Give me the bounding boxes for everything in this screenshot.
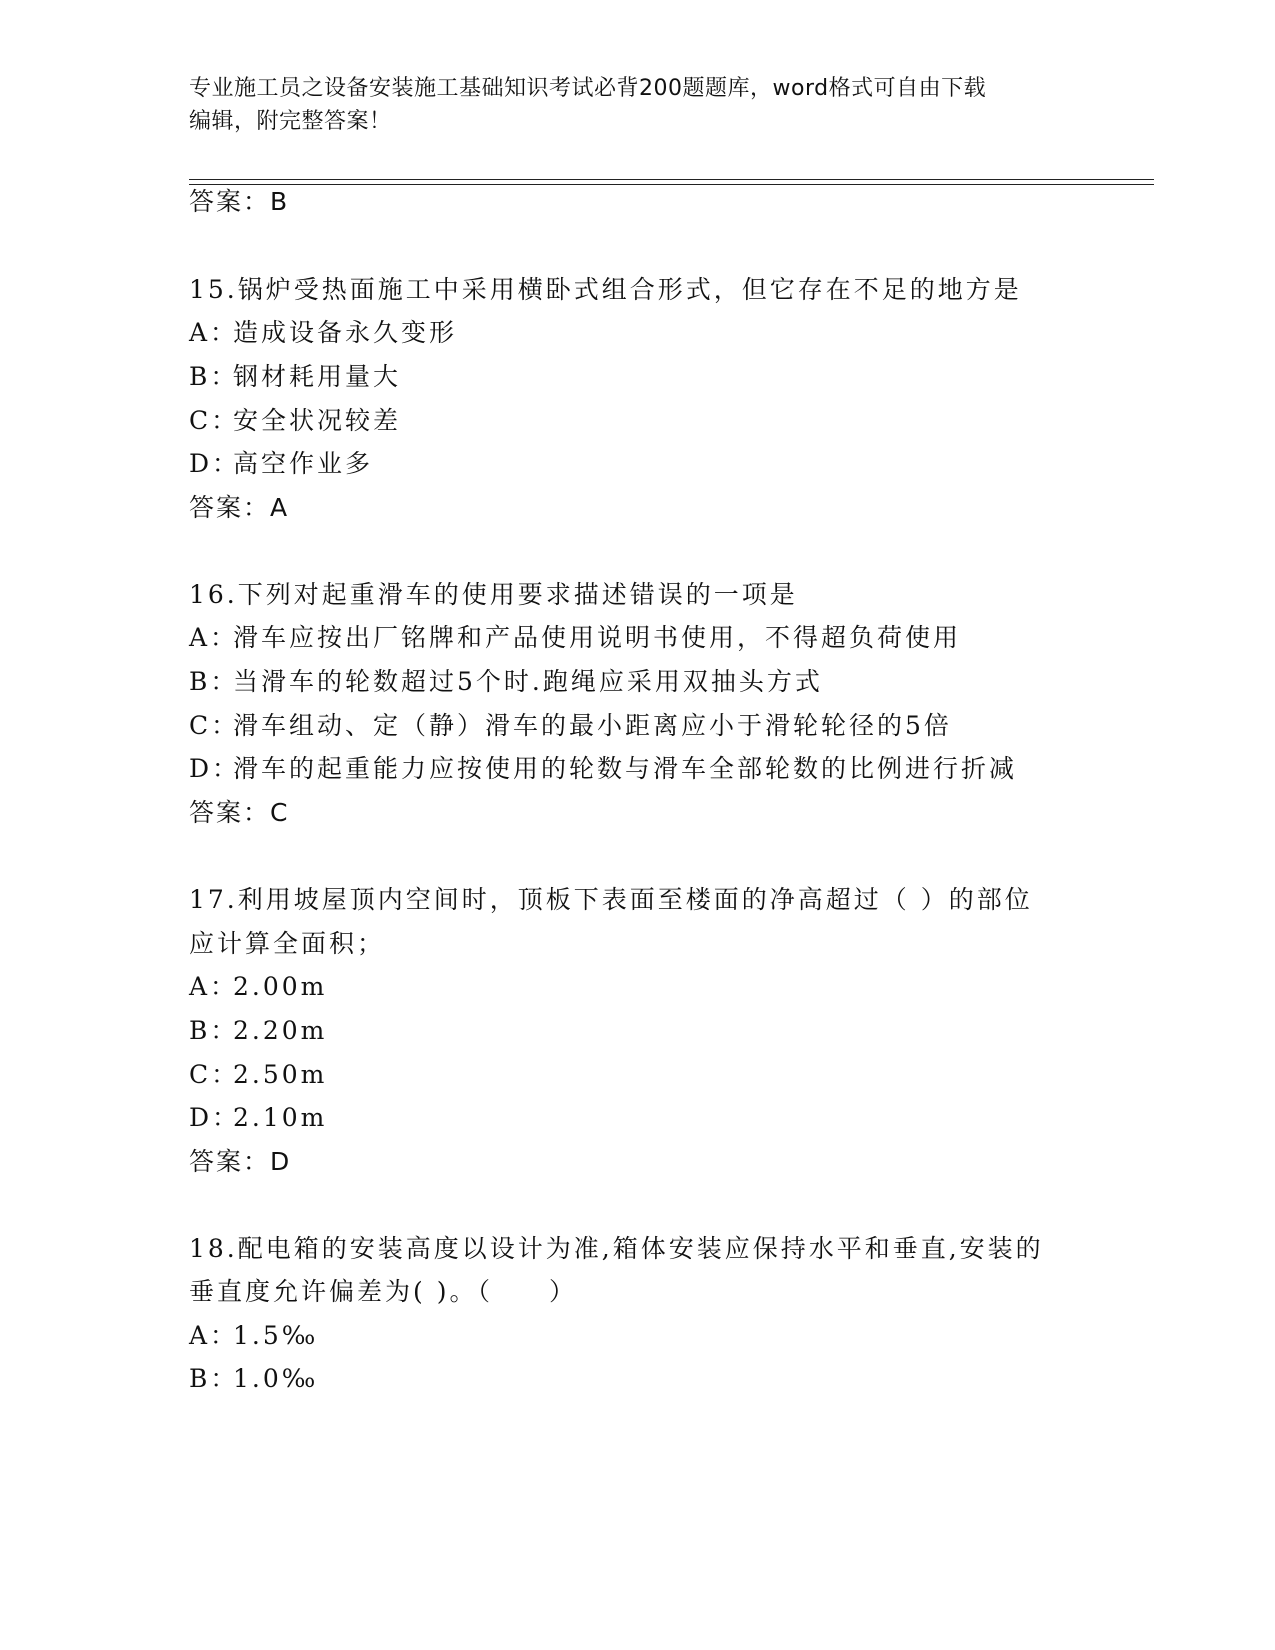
answer-15	[189, 491, 288, 525]
answer-value: D	[270, 1147, 291, 1176]
question-18-text-line-1: 18.配电箱的安装高度以设计为准,箱体安装应保持水平和垂直,安装的	[189, 1234, 1044, 1263]
option-text: 当滑车的轮数超过5个时.跑绳应采用双抽头方式	[233, 667, 823, 696]
option-key: B：	[189, 362, 239, 391]
question-17-option-a	[189, 970, 327, 1004]
option-key: A：	[189, 1321, 239, 1350]
question-16-text: 16.下列对起重滑车的使用要求描述错误的一项是	[189, 580, 798, 609]
option-key: D：	[189, 754, 241, 783]
option-text: 2.10m	[233, 1103, 328, 1132]
answer-value: C	[270, 798, 289, 827]
option-text: 滑车应按出厂铭牌和产品使用说明书使用，不得超负荷使用	[233, 623, 962, 652]
option-text: 造成设备永久变形	[233, 318, 458, 347]
answer-label: 答案：	[189, 493, 271, 522]
answer-17	[189, 1145, 290, 1179]
option-key: A：	[189, 623, 239, 652]
answer-label: 答案：	[189, 187, 271, 216]
option-text: 2.20m	[233, 1016, 328, 1045]
answer-label: 答案：	[189, 798, 271, 827]
answer-14	[189, 185, 288, 219]
document-header	[189, 72, 1089, 138]
option-text: 1.5‰	[233, 1321, 319, 1350]
answer-16	[189, 796, 288, 830]
option-text: 滑车组动、定（静）滑车的最小距离应小于滑轮轮径的5倍	[233, 711, 952, 740]
question-16-option-b	[189, 665, 823, 699]
question-15-option-b	[189, 360, 401, 394]
question-15-option-d	[189, 447, 373, 481]
question-17-option-c	[189, 1058, 327, 1092]
header-rule-top	[189, 179, 1154, 180]
question-16-option-d	[189, 752, 1017, 786]
answer-value: A	[270, 493, 289, 522]
question-17-text-line-1: 17.利用坡屋顶内空间时，顶板下表面至楼面的净高超过（ ）的部位	[189, 885, 1033, 914]
question-17-option-d	[189, 1101, 327, 1135]
header-line-1: 专业施工员之设备安装施工基础知识考试必背200题题库，word格式可自由下载	[189, 76, 987, 101]
header-line-2: 编辑，附完整答案！	[189, 109, 392, 134]
option-key: B：	[189, 1016, 239, 1045]
option-key: C：	[189, 1060, 240, 1089]
option-key: B：	[189, 667, 239, 696]
question-16-option-c	[189, 709, 952, 743]
question-15-option-a	[189, 316, 457, 350]
option-key: D：	[189, 1103, 241, 1132]
option-text: 1.0‰	[233, 1364, 319, 1393]
option-text: 安全状况较差	[233, 406, 402, 435]
option-key: C：	[189, 406, 240, 435]
option-key: C：	[189, 711, 240, 740]
option-text: 2.00m	[233, 972, 328, 1001]
option-text: 2.50m	[233, 1060, 328, 1089]
question-18-option-a	[189, 1319, 318, 1353]
question-15-option-c	[189, 404, 401, 438]
question-15-text: 15.锅炉受热面施工中采用横卧式组合形式，但它存在不足的地方是	[189, 275, 1022, 304]
option-key: A：	[189, 972, 239, 1001]
option-text: 滑车的起重能力应按使用的轮数与滑车全部轮数的比例进行折减	[233, 754, 1018, 783]
option-key: B：	[189, 1364, 239, 1393]
option-key: D：	[189, 449, 241, 478]
question-16-option-a	[189, 621, 961, 655]
question-18-option-b	[189, 1362, 318, 1396]
question-17-option-b	[189, 1014, 327, 1048]
header-rule-bottom	[189, 184, 1154, 185]
answer-value: B	[270, 187, 289, 216]
option-key: A：	[189, 318, 239, 347]
answer-label: 答案：	[189, 1147, 271, 1176]
question-17-text-line-2: 应计算全面积；	[189, 929, 386, 958]
option-text: 高空作业多	[233, 449, 374, 478]
question-18-text-line-2: 垂直度允许偏差为( )。（ ）	[189, 1277, 577, 1306]
option-text: 钢材耗用量大	[233, 362, 402, 391]
